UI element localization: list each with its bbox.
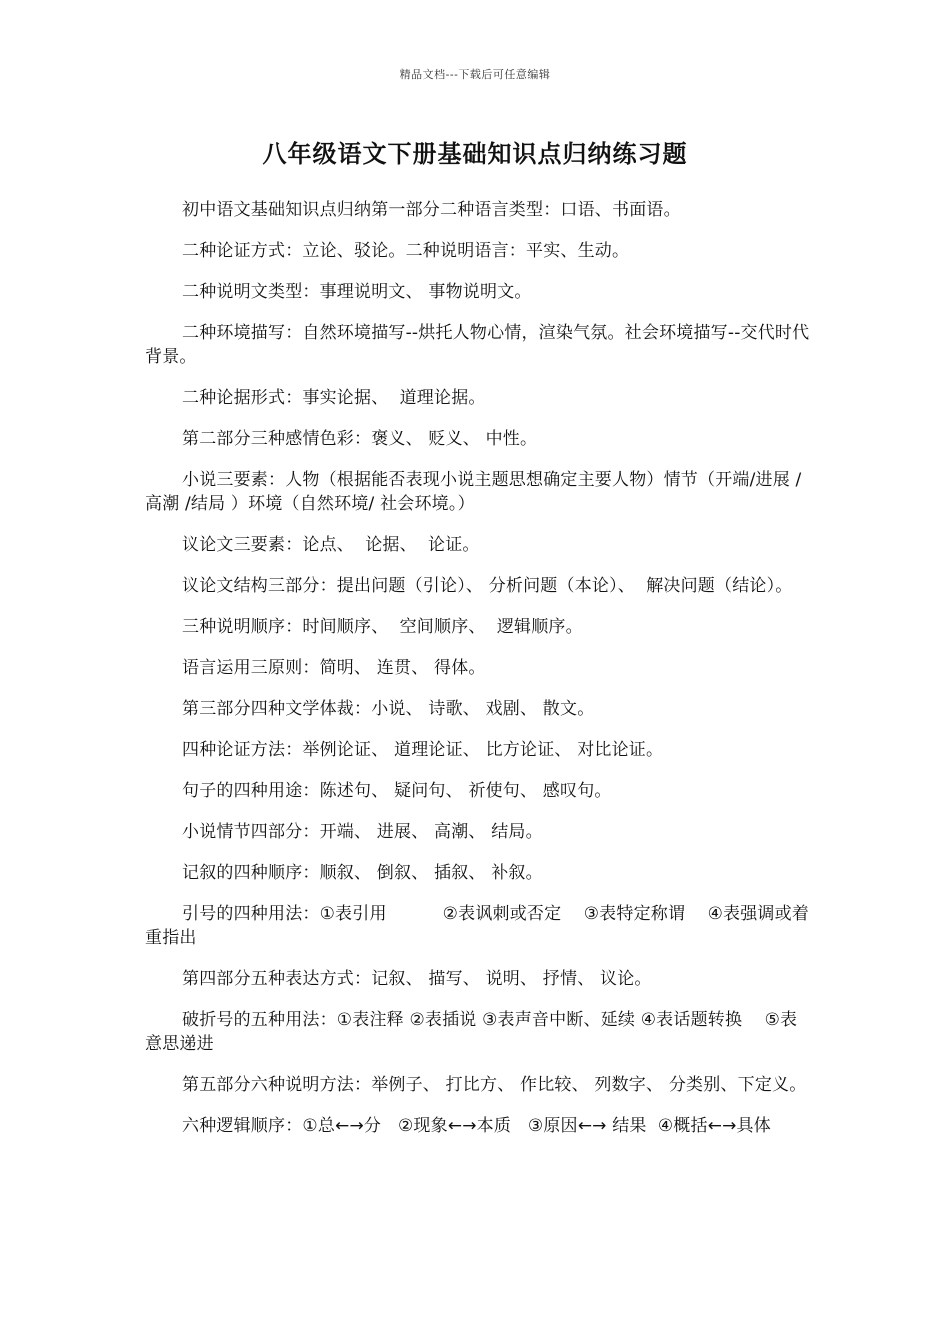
paragraph: 第四部分五种表达方式：记叙、 描写、 说明、 抒情、 议论。 — [182, 969, 652, 989]
paragraph: 小说三要素：人物（根据能否表现小说主题思想确定主要人物）情节（开端/进展 /高潮 /结局 ）环境（自然环境/ 社会环境。） — [145, 470, 802, 514]
paragraph: 三种说明顺序：时间顺序、 空间顺序、 逻辑顺序。 — [182, 617, 583, 637]
paragraph: 句子的四种用途：陈述句、 疑问句、 祈使句、 感叹句。 — [182, 781, 612, 801]
paragraph: 二种环境描写：自然环境描写--烘托人物心情，渲染气氛。社会环境描写--交代时代背景。 — [145, 323, 810, 367]
paragraph: 议论文三要素：论点、 论据、 论证。 — [182, 535, 480, 555]
page-header-note: 精品文档---下载后可任意编辑 — [399, 68, 551, 81]
document-title: 八年级语文下册基础知识点归纳练习题 — [262, 139, 688, 168]
paragraph: 破折号的五种用法：①表注释 ②表插说 ③表声音中断、延续 ④表话题转换 ⑤表意思递进 — [145, 1010, 798, 1054]
paragraph: 二种论据形式：事实论据、 道理论据。 — [182, 388, 486, 408]
paragraph: 二种说明文类型：事理说明文、 事物说明文。 — [182, 282, 532, 302]
paragraph: 初中语文基础知识点归纳第一部分二种语言类型：口语、书面语。 — [182, 200, 681, 220]
paragraph: 第三部分四种文学体裁：小说、 诗歌、 戏剧、 散文。 — [182, 699, 595, 719]
paragraph: 二种论证方式：立论、驳论。二种说明语言：平实、生动。 — [182, 241, 630, 261]
paragraph: 语言运用三原则：简明、 连贯、 得体。 — [182, 658, 486, 678]
paragraph: 议论文结构三部分：提出问题（引论）、 分析问题（本论）、 解决问题（结论）。 — [182, 576, 793, 596]
paragraph: 四种论证方法：举例论证、 道理论证、 比方论证、 对比论证。 — [182, 740, 664, 760]
document-body — [145, 198, 810, 1155]
paragraph: 六种逻辑顺序：①总←→分 ②现象←→本质 ③原因←→ 结果 ④概括←→具体 — [182, 1116, 771, 1136]
paragraph: 第五部分六种说明方法：举例子、 打比方、 作比较、 列数字、 分类别、下定义。 — [182, 1075, 807, 1095]
paragraph: 记叙的四种顺序：顺叙、 倒叙、 插叙、 补叙。 — [182, 863, 543, 883]
paragraph: 第二部分三种感情色彩：褒义、 贬义、 中性。 — [182, 429, 538, 449]
paragraph: 引号的四种用法：①表引用 ②表讽刺或否定 ③表特定称谓 ④表强调或着重指出 — [145, 904, 810, 948]
paragraph: 小说情节四部分：开端、 进展、 高潮、 结局。 — [182, 822, 543, 842]
